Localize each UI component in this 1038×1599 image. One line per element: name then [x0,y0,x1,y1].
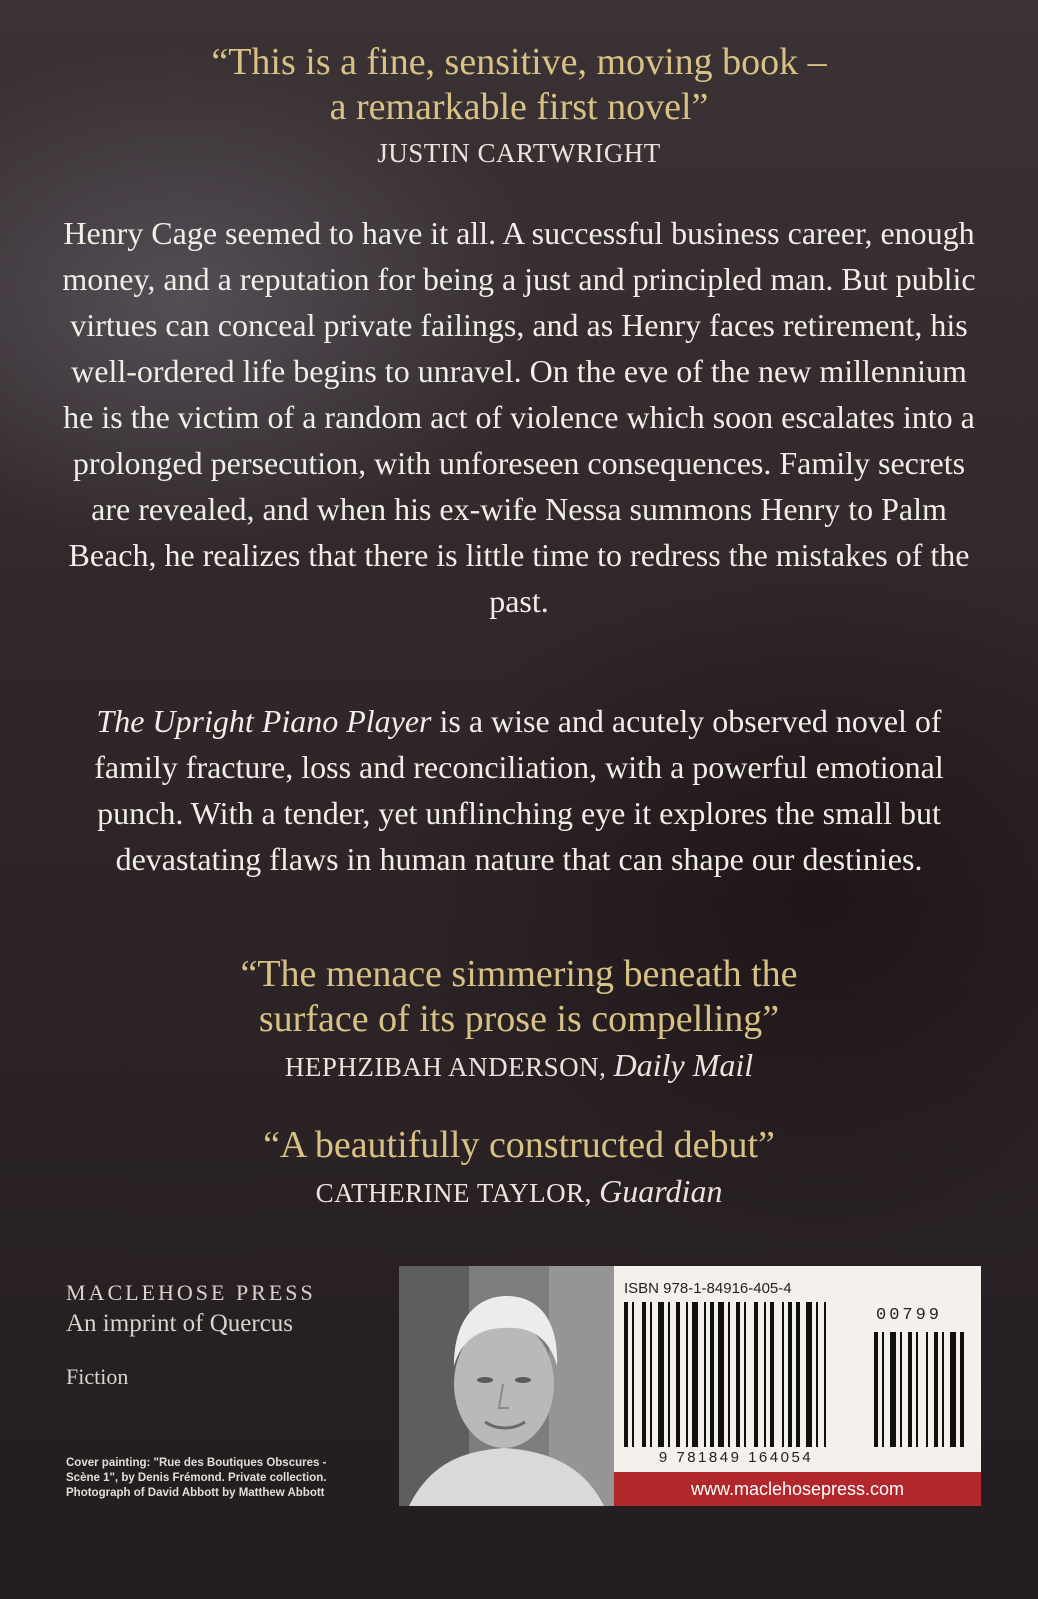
author-photo [399,1266,614,1506]
quote-line: “The menace simmering beneath the [240,953,798,995]
genre-label: Fiction [66,1364,129,1389]
cover-credits [66,1456,396,1501]
quote-line: “This is a fine, sensitive, moving book – [211,41,827,83]
quote-line: “A beautifully constructed debut” [263,1124,775,1166]
blurb-paragraph-2 [60,698,978,882]
author-portrait-illustration [399,1266,614,1506]
publisher-imprint [66,1280,316,1390]
quote-hephzibah-anderson [0,952,1038,1084]
attribution-author: CATHERINE TAYLOR, [315,1178,592,1208]
credits-line: Cover painting: "Rue des Boutiques Obscures - [66,1457,327,1469]
quote-line: surface of its prose is compelling” [258,998,780,1040]
blurb-paragraph-1: Henry Cage seemed to have it all. A successful business career, enough money, and a reputation for being a just and principled man. But public virtues can conceal private failings, and as Henry faces retirement, his well-ordered life begins to unravel. On the eve of the new millennium he is the victim of a random act of violence which soon escalates into a prolonged persecution, with unforeseen consequences. Family secrets are revealed, and when his ex-wife Nessa summons Henry to Palm Beach, he realizes that there is little time to redress the mistakes of the past. [62,215,976,619]
ean-digits: 9 781849 164054 [658,1449,814,1466]
publisher-name: MACLEHOSE PRESS [66,1280,316,1305]
attribution-author: HEPHZIBAH ANDERSON, [284,1052,607,1082]
credits-line: Scène 1", by Denis Frémond. Private collection. [66,1472,327,1484]
isbn-barcode [614,1266,981,1506]
book-title: The Upright Piano Player [96,703,432,739]
quote-attribution [0,1174,1038,1210]
quote-attribution: JUSTIN CARTWRIGHT [377,138,661,168]
publisher-website[interactable]: www.maclehosepress.com [614,1472,981,1506]
quote-justin-cartwright [0,40,1038,170]
blurb-paragraph-2-text: is a wise and acutely observed novel of family fracture, loss and reconciliation, with a powerful emotional punch. With a tender, yet unflinching eye it explores the small but devastating flaws in human nature that can shape our destinies. [94,703,944,877]
price-code: 00799 [876,1306,943,1325]
quote-line: a remarkable first novel” [329,86,709,128]
attribution-publication: Daily Mail [613,1047,754,1083]
quote-catherine-taylor [0,1123,1038,1210]
attribution-publication: Guardian [599,1173,723,1209]
credits-line: Photograph of David Abbott by Matthew Abbott [66,1487,325,1499]
isbn-label: ISBN 978-1-84916-405-4 [624,1280,792,1297]
imprint-line: An imprint of Quercus [66,1310,294,1337]
quote-attribution [0,1048,1038,1084]
